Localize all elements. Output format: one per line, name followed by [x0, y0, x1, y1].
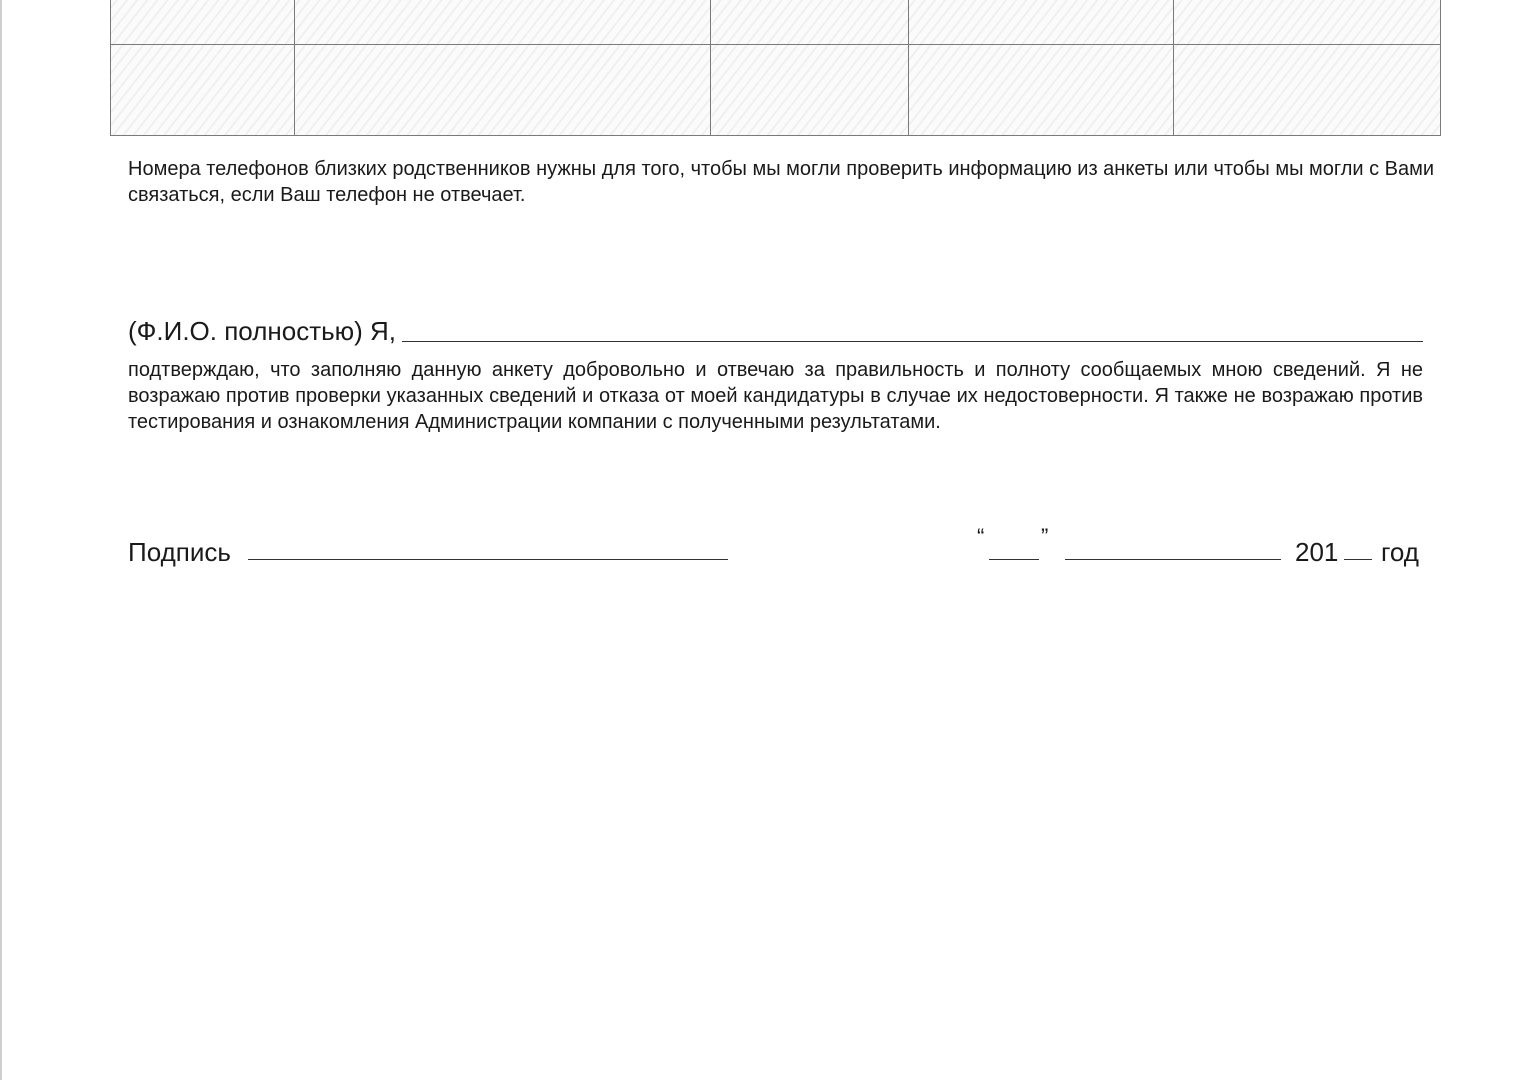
signature-input-line[interactable] [248, 559, 728, 560]
fio-field [128, 308, 1423, 348]
table-cell[interactable] [909, 45, 1174, 136]
table-cell[interactable] [295, 45, 711, 136]
consent-statement: подтверждаю, что заполняю данную анкету добровольно и отвечаю за правильность и полноту сообщаемых мною сведений. Я не возражаю против проверки указанных сведений и отказа от моей кандидатуры в случае их недостоверности. Я также не возражаю против тестирования и ознакомления Администрации компании с полученными результатами. [128, 359, 1423, 433]
month-input-line[interactable] [1065, 559, 1281, 560]
table-cell[interactable] [711, 45, 909, 136]
phone-note: Номера телефонов близких родственников нужны для того, чтобы мы могли проверить информацию из анкеты или чтобы мы могли с Вами связаться, если Ваш телефон не отвечает. [128, 158, 1435, 206]
table-row [111, 45, 1441, 136]
date-close-quote: ” [1041, 524, 1049, 549]
table-cell[interactable] [1174, 45, 1441, 136]
year-input-line[interactable] [1344, 559, 1372, 560]
date-open-quote: “ [977, 524, 985, 549]
date-field [975, 522, 1425, 572]
table-cell[interactable] [1174, 0, 1441, 45]
relatives-table [110, 0, 1441, 136]
signature-label: Подпись [128, 537, 231, 567]
fio-input-line[interactable] [402, 340, 1423, 342]
table-row [111, 0, 1441, 45]
page-edge [0, 0, 2, 1080]
fio-label: (Ф.И.О. полностью) Я, [128, 316, 397, 346]
table-cell[interactable] [295, 0, 711, 45]
table-cell[interactable] [111, 45, 295, 136]
table-cell[interactable] [111, 0, 295, 45]
year-prefix: 201 [1295, 537, 1339, 567]
table-cell[interactable] [909, 0, 1174, 45]
table-cell[interactable] [711, 0, 909, 45]
day-input-line[interactable] [989, 559, 1039, 560]
year-label: год [1381, 537, 1419, 567]
